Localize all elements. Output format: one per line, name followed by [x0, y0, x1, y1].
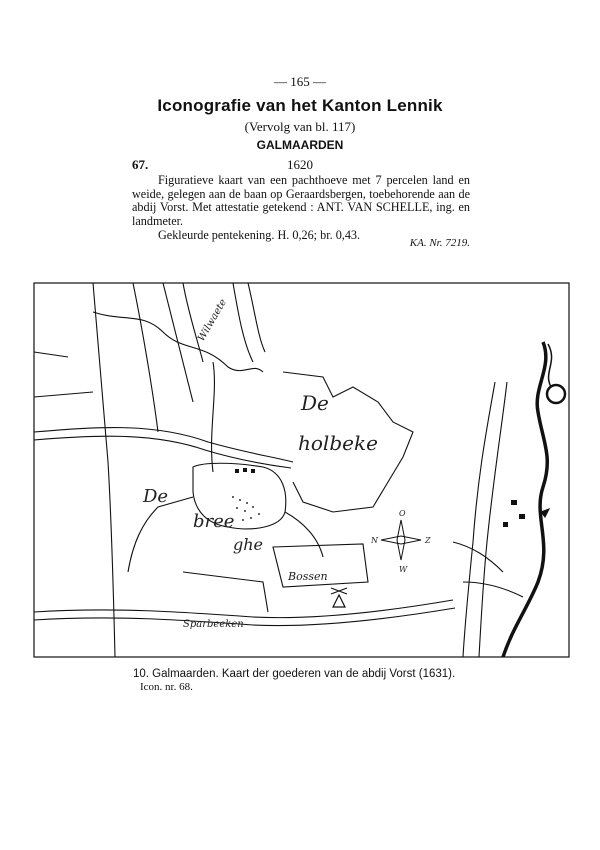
figure-subcaption: Icon. nr. 68.	[140, 681, 193, 693]
figure-caption: 10. Galmaarden. Kaart der goederen van de abdij Vorst (1631).	[133, 668, 456, 680]
svg-text:Wilwaete: Wilwaete	[196, 297, 230, 344]
svg-text:Z: Z	[425, 536, 431, 545]
svg-text:De: De	[301, 391, 329, 415]
svg-text:bree: bree	[193, 511, 235, 532]
entry-year: 1620	[287, 157, 313, 172]
svg-text:Bossen: Bossen	[288, 570, 328, 583]
historical-map	[33, 282, 570, 658]
entry-description: Figuratieve kaart van een pachthoeve met 7 percelen land en weide, gelegen aan de baan op Geraardsbergen, toebehorende aan de abdij Vorst. Met attestatie getekend : ANT. VAN SCHELLE, ing. en landmeter.	[132, 173, 470, 228]
svg-text:Sparbeeken: Sparbeeken	[183, 619, 244, 630]
svg-text:N: N	[371, 536, 378, 545]
svg-text:W: W	[399, 565, 408, 574]
page-title: Iconografie van het Kanton Lennik	[157, 96, 443, 115]
entry-number: 67.	[132, 157, 149, 172]
compass-rose-icon	[381, 520, 421, 560]
entry-technique: Gekleurde pentekening. H. 0,26; br. 0,43.	[158, 228, 361, 242]
windmill-icon	[331, 588, 347, 607]
svg-text:O: O	[399, 509, 406, 518]
svg-text:holbeke: holbeke	[298, 431, 378, 455]
place-heading: GALMAARDEN	[256, 138, 344, 152]
svg-text:De: De	[143, 486, 169, 507]
entry-reference: KA. Nr. 7219.	[409, 237, 470, 249]
page-subtitle: (Vervolg van bl. 117)	[244, 119, 356, 134]
svg-text:ghe: ghe	[233, 535, 264, 554]
page-number: — 165 —	[274, 74, 326, 89]
